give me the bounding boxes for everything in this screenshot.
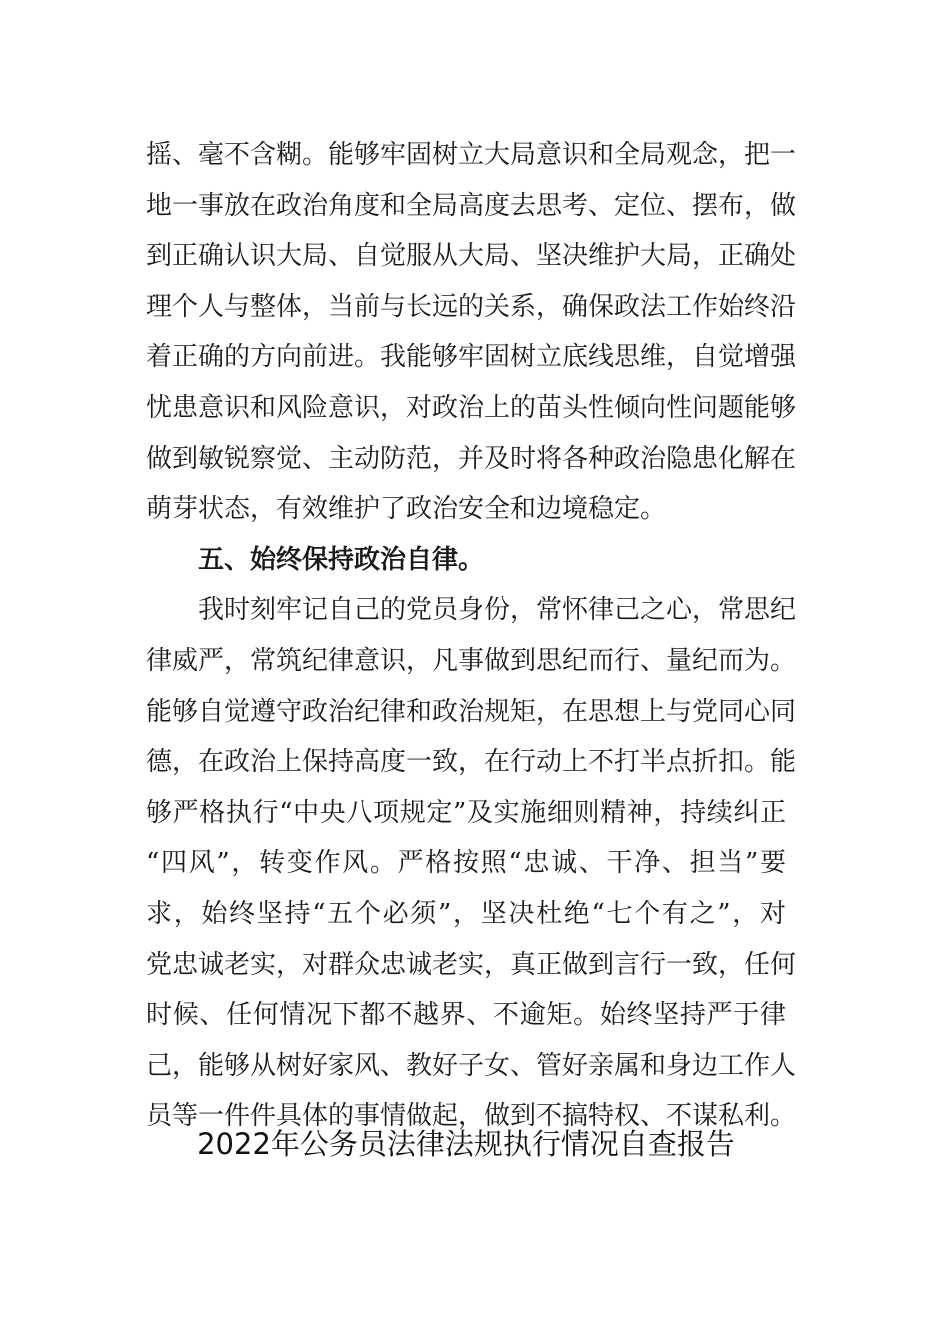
text-line: 到正确认识大局、自觉服从大局、坚决维护大局，正确处 [146,241,797,272]
paragraph-political-awareness [146,130,797,535]
paragraph-political-self-discipline [146,585,797,1142]
text-line: 律威严，常筑纪律意识，凡事做到思纪而行、量纪而为。 [146,645,797,676]
text-line: 德，在政治上保持高度一致，在行动上不打半点折扣。能 [146,747,797,778]
text-line: 党忠诚老实，对群众忠诚老实，真正做到言行一致，任何 [146,949,797,980]
text-line: 员等一件件具体的事情做起，做到不搞特权、不谋私利。 [146,1101,797,1132]
text-line: 能够自觉遵守政治纪律和政治规矩，在思想上与党同心同 [146,696,797,727]
text-line: 我时刻牢记自己的党员身份，常怀律己之心，常思纪 [198,595,797,626]
text-line: 求，始终坚持“五个必须”，坚决杜绝“七个有之”，对 [146,898,786,929]
text-line: 着正确的方向前进。我能够牢固树立底线思维，自觉增强 [146,342,797,373]
document-title: 2022年公务员法律法规执行情况自查报告 [197,1127,735,1161]
text-line: 萌芽状态，有效维护了政治安全和边境稳定。 [146,494,667,525]
text-line: “四风”，转变作风。严格按照“忠诚、干净、担当”要 [146,848,786,879]
text-line: 忧患意识和风险意识，对政治上的苗头性倾向性问题能够 [146,392,797,423]
text-line: 做到敏锐察觉、主动防范，并及时将各种政治隐患化解在 [146,443,797,474]
text-line: 己，能够从树好家风、教好子女、管好亲属和身边工作人 [146,1050,797,1081]
text-line: 理个人与整体，当前与长远的关系，确保政法工作始终沿 [146,291,797,322]
text-line: 地一事放在政治角度和全局高度去思考、定位、摆布，做 [146,190,797,221]
text-line: 够严格执行“中央八项规定”及实施细则精神，持续纠正 [146,797,786,828]
section-heading: 五、始终保持政治自律。 [198,544,485,575]
text-line: 摇、毫不含糊。能够牢固树立大局意识和全局观念，把一 [146,140,797,170]
document-body [146,130,797,1142]
text-line: 时候、任何情况下都不越界、不逾矩。始终坚持严于律 [146,1000,786,1031]
